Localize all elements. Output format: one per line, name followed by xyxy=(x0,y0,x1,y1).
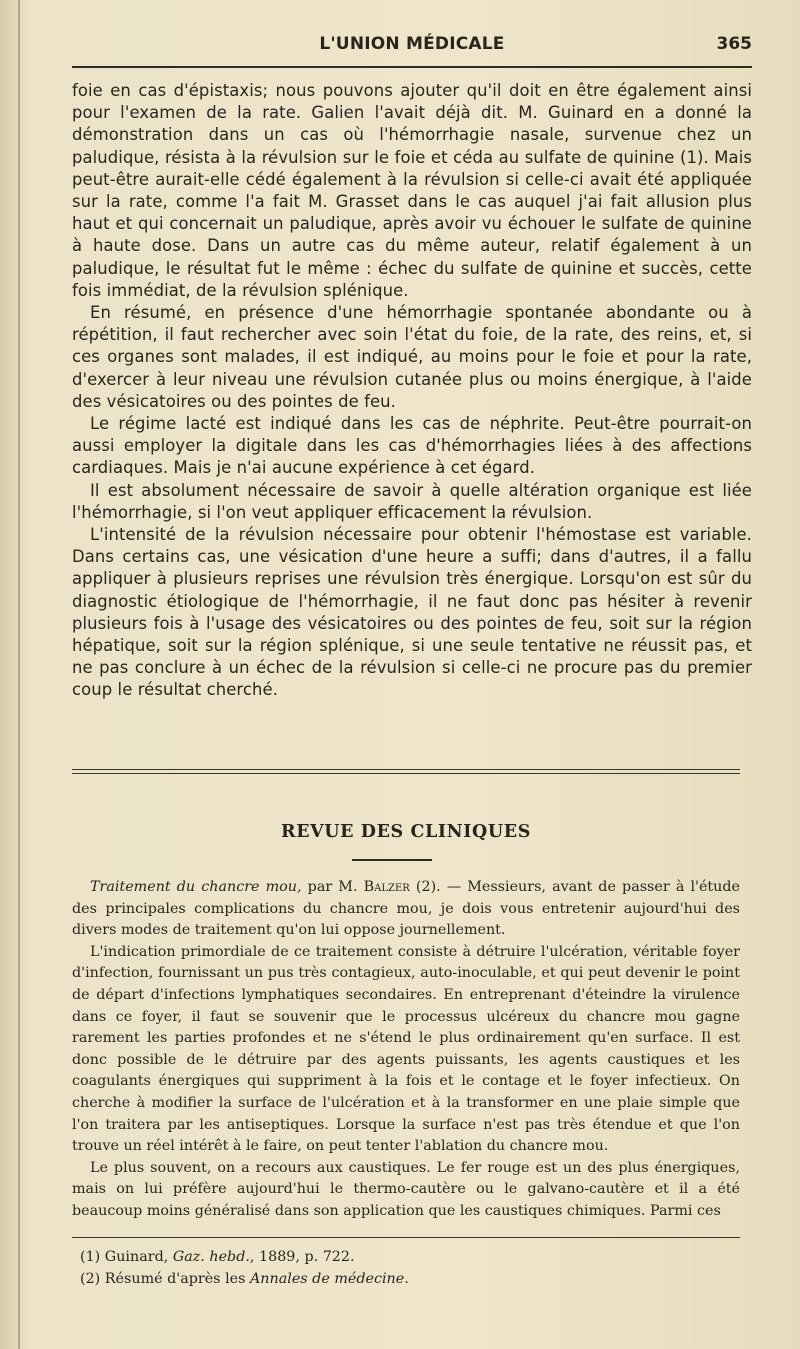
page-header xyxy=(72,34,752,58)
paragraph-2: En résumé, en présence d'une hémorrhagie spontanée abondante ou à répétition, il faut rechercher avec soin l'état du foie, de la rate, des reins, et, si ces organes sont malades, il est indiqué, au moins pour le foie et pour la rate, d'exercer à leur niveau une révulsion cutanée plus ou moins énergique, à l'aide des vésicatoires ou des pointes de feu. xyxy=(72,303,752,411)
footnote-2-end: . xyxy=(404,1271,409,1287)
paragraph-5: L'intensité de la révulsion nécessaire pour obtenir l'hémostase est variable. Dans certains cas, une vésication d'une heure a suffi; dans d'autres, il a fallu appliquer à plusieurs reprises une révulsion très énergique. Lorsqu'on est sûr du diagnostic étiologique de l'hémorrhagie, il ne faut donc pas hésiter à revenir plusieurs fois à l'usage des vésicatoires ou des pointes de feu, soit sur la région hépatique, soit sur la région splénique, si une seule tentative ne réussit pas, et ne pas conclure à un échec de la révulsion si celle-ci ne procure pas du premier coup le résultat cherché. xyxy=(72,525,752,700)
section-title: REVUE DES CLINIQUES xyxy=(281,822,531,842)
author-name: Balzer xyxy=(363,879,410,895)
paragraph-4: Il est absolument nécessaire de savoir à quelle altération organique est liée l'hémorrhagie, si l'on veut appliquer efficacement la révulsion. xyxy=(72,480,752,522)
footnote-2-text: Résumé d'après les xyxy=(104,1271,250,1287)
section-separator-top xyxy=(72,769,740,770)
footnote-1-rest: , 1889, p. 722. xyxy=(249,1249,355,1265)
clinic-paragraph-1-text: Messieurs, avant de passer à l'étude des principales complications du chancre mou, je dois vous entretenir aujourd'hui des divers modes de traitement qu'on lui oppose journellement. xyxy=(72,879,740,939)
byline-prefix: par M. xyxy=(301,879,364,895)
article-heading: Traitement du chancre mou, xyxy=(90,879,302,895)
article-body xyxy=(72,80,752,702)
footnote-2-journal: Annales de médecine xyxy=(249,1271,405,1287)
section-title-rule xyxy=(352,859,432,861)
paragraph-3: Le régime lacté est indiqué dans les cas de néphrite. Peut-être pourrait-on aussi employer la digitale dans les cas d'hémorrhagies liées à des affections cardiaques. Mais je n'ai aucune expérience à cet égard. xyxy=(72,414,752,478)
footnote-ref: (2). — xyxy=(409,879,468,895)
clinic-paragraph-2: L'indication primordiale de ce traitement consiste à détruire l'ulcération, véritable foyer d'infection, fournissant un pus très contagieux, auto-inoculable, et qui peut devenir le point de départ d'infections lymphatiques secondaires. En entreprenant d'éteindre la virulence dans ce foyer, il faut se souvenir que le processus ulcéreux du chancre mou gagne rarement les parties profondes et ne s'étend le plus ordinairement qu'en surface. Il est donc possible de le détruire par des agents puissants, les agents caustiques et les coagulants énergiques qui suppriment à la fois et le contage et le foyer infectieux. On cherche à modifier la surface de l'ulcération et à la transformer en une plaie simple que l'on traitera par les antiseptiques. Lorsque la surface n'est pas très étendue et que l'on trouve un réel intérêt à le faire, on peut tenter l'ablation du chancre mou. xyxy=(72,943,740,1155)
clinic-review-body xyxy=(72,877,740,1223)
section-separator-bottom xyxy=(72,773,740,774)
header-rule xyxy=(72,66,752,68)
running-title: L'UNION MÉDICALE xyxy=(319,34,505,54)
footnote-rule xyxy=(72,1237,740,1238)
footnotes xyxy=(80,1246,740,1290)
page-number: 365 xyxy=(716,34,752,54)
footnote-1-number: (1) xyxy=(80,1249,105,1265)
paragraph-1: foie en cas d'épistaxis; nous pouvons ajouter qu'il doit en être également ainsi pour l'examen de la rate. Galien l'avait déjà dit. M. Guinard en a donné la démonstration dans un cas où l'hémorrhagie nasale, survenue chez un paludique, résista à la révulsion sur le foie et céda au sulfate de quinine (1). Mais peut-être aurait-elle cédé également à la révulsion si celle-ci avait été appliquée sur la rate, comme l'a fait M. Grasset dans le cas auquel j'ai fait allusion plus haut et qui concernait un paludique, après avoir vu échouer le sulfate de quinine à haute dose. Dans un autre cas du même auteur, relatif également à un paludique, le résultat fut le même : échec du sulfate de quinine et succès, cette fois immédiat, de la révulsion splénique. xyxy=(72,81,752,300)
footnote-1 xyxy=(80,1246,740,1268)
clinic-paragraph-3: Le plus souvent, on a recours aux caustiques. Le fer rouge est un des plus énergiques, mais on lui préfère aujourd'hui le thermo-cautère ou le galvano-cautère et il a été beaucoup moins généralisé dans son application que les caustiques chimiques. Parmi ces xyxy=(72,1159,740,1219)
footnote-1-author: Guinard, xyxy=(104,1249,173,1265)
footnote-1-journal: Gaz. hebd. xyxy=(172,1249,250,1265)
footnote-2 xyxy=(80,1268,740,1290)
clinic-paragraph-1 xyxy=(72,877,740,942)
footnote-2-number: (2) xyxy=(80,1271,105,1287)
page-binding-edge xyxy=(18,0,20,1349)
